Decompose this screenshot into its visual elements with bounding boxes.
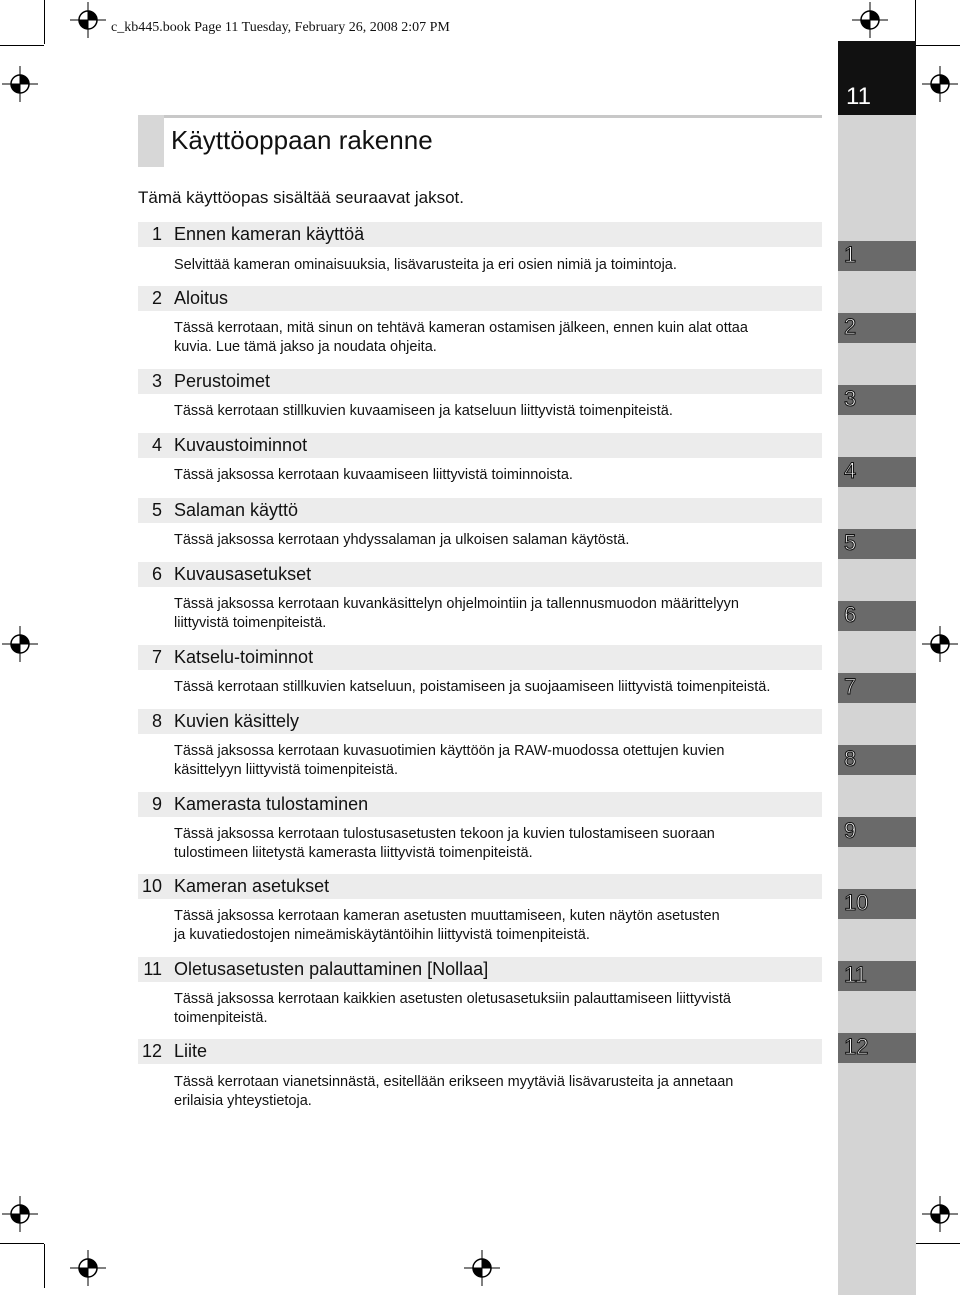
section-number: 9 [151, 794, 162, 814]
section-number: 1 [151, 224, 162, 244]
registration-mark-icon [922, 626, 958, 662]
chapter-index-strip [838, 115, 916, 1295]
section-title: Liite [174, 1041, 208, 1061]
crop-mark [916, 45, 960, 46]
chapter-tab[interactable]: 2 [838, 313, 916, 343]
section-heading [138, 874, 822, 899]
intro-text: Tämä käyttöopas sisältää seuraavat jaksot. [138, 188, 464, 207]
section-number: 10 [141, 876, 162, 896]
crop-mark [915, 0, 916, 44]
section-heading [138, 222, 822, 247]
section-number: 6 [151, 564, 162, 584]
section-number: 4 [151, 435, 162, 455]
crop-mark [0, 45, 44, 46]
section-description: Tässä jaksossa kerrotaan kameran asetusten muuttamiseen, kuten näytön asetusten ja kuvatiedostojen nimeämiskäytäntöihin liittyvistä toimenpiteistä. [174, 908, 720, 943]
section-title: Kamerasta tulostaminen [174, 794, 369, 814]
section-title: Aloitus [174, 288, 229, 308]
chapter-tab[interactable]: 3 [838, 385, 916, 415]
section-description: Tässä kerrotaan vianetsinnästä, esitellään erikseen myytäviä lisävarusteita ja annetaan erilaisia yhteystietoja. [174, 1074, 734, 1109]
page-title-bar [138, 115, 822, 167]
section-description: Tässä jaksossa kerrotaan kuvaamiseen liittyvistä toiminnoista. [174, 467, 573, 483]
section-heading [138, 433, 822, 458]
title-rule [138, 115, 822, 118]
title-accent [138, 115, 164, 167]
section-heading [138, 286, 822, 311]
section-heading [138, 792, 822, 817]
section-description: Tässä jaksossa kerrotaan yhdyssalaman ja ulkoisen salaman käytöstä. [174, 532, 630, 548]
registration-mark-icon [922, 1196, 958, 1232]
section-description: Tässä kerrotaan stillkuvien kuvaamiseen ja katseluun liittyvistä toimenpiteistä. [174, 403, 673, 419]
section-heading [138, 562, 822, 587]
chapter-tab[interactable]: 7 [838, 673, 916, 703]
section-number: 5 [151, 500, 162, 520]
registration-mark-icon [2, 66, 38, 102]
section-title: Ennen kameran käyttöä [174, 224, 365, 244]
crop-mark [0, 1243, 44, 1244]
section-title: Katselu-toiminnot [174, 647, 314, 667]
crop-mark [916, 1243, 960, 1244]
chapter-tab[interactable]: 9 [838, 817, 916, 847]
section-title: Kuvaustoiminnot [174, 435, 308, 455]
chapter-tab[interactable]: 10 [838, 889, 916, 919]
chapter-tab[interactable]: 1 [838, 241, 916, 271]
crop-mark [44, 1244, 45, 1288]
section-number: 11 [143, 959, 162, 979]
section-description: Tässä jaksossa kerrotaan kaikkien asetusten oletusasetuksiin palauttamiseen liittyvistä toimenpiteistä. [174, 991, 731, 1026]
section-title: Oletusasetusten palauttaminen [Nollaa] [174, 959, 489, 979]
section-number: 8 [151, 711, 162, 731]
chapter-tab[interactable]: 12 [838, 1033, 916, 1063]
section-heading [138, 957, 822, 982]
print-header: c_kb445.book Page 11 Tuesday, February 26, 2008 2:07 PM [111, 20, 450, 35]
registration-mark-icon [70, 2, 106, 38]
section-description: Tässä jaksossa kerrotaan kuvankäsittelyn ohjelmointiin ja tallennusmuodon määrittelyyn liittyvistä toimenpiteistä. [174, 596, 739, 631]
chapter-tab[interactable]: 11 [838, 961, 916, 991]
section-description: Tässä jaksossa kerrotaan tulostusasetusten tekoon ja kuvien tulostamiseen suoraan tulostimeen liitetystä kamerasta liittyvistä toimenpiteistä. [174, 826, 715, 861]
chapter-tab[interactable]: 5 [838, 529, 916, 559]
section-title: Kuvien käsittely [174, 711, 300, 731]
registration-mark-icon [852, 2, 888, 38]
section-description: Tässä jaksossa kerrotaan kuvasuotimien käyttöön ja RAW-muodossa otettujen kuvien käsittelyyn liittyvistä toimenpiteistä. [174, 743, 725, 778]
section-heading [138, 709, 822, 734]
page-number: 11 [846, 83, 871, 110]
chapter-tab[interactable]: 4 [838, 457, 916, 487]
section-title: Salaman käyttö [174, 500, 299, 520]
section-heading [138, 645, 822, 670]
section-number: 7 [151, 647, 162, 667]
chapter-tab[interactable]: 6 [838, 601, 916, 631]
section-heading [138, 498, 822, 523]
registration-mark-icon [70, 1250, 106, 1286]
crop-mark [44, 0, 45, 44]
registration-mark-icon [922, 66, 958, 102]
page-number-box [838, 41, 916, 115]
section-title: Perustoimet [174, 371, 271, 391]
registration-mark-icon [2, 1196, 38, 1232]
section-title: Kameran asetukset [174, 876, 330, 896]
section-description: Tässä kerrotaan, mitä sinun on tehtävä kameran ostamisen jälkeen, ennen kuin alat ottaa kuvia. Lue tämä jakso ja noudata ohjeita. [174, 320, 748, 355]
section-number: 2 [151, 288, 162, 308]
chapter-tab[interactable]: 8 [838, 745, 916, 775]
section-number: 12 [141, 1041, 162, 1061]
section-description: Tässä kerrotaan stillkuvien katseluun, poistamiseen ja suojaamiseen liittyvistä toimenpiteistä. [174, 679, 771, 695]
registration-mark-icon [464, 1250, 500, 1286]
page-title: Käyttöoppaan rakenne [171, 125, 433, 155]
section-heading [138, 369, 822, 394]
registration-mark-icon [2, 626, 38, 662]
section-title: Kuvausasetukset [174, 564, 312, 584]
section-description: Selvittää kameran ominaisuuksia, lisävarusteita ja eri osien nimiä ja toimintoja. [174, 257, 677, 273]
section-heading [138, 1039, 822, 1064]
section-number: 3 [151, 371, 162, 391]
